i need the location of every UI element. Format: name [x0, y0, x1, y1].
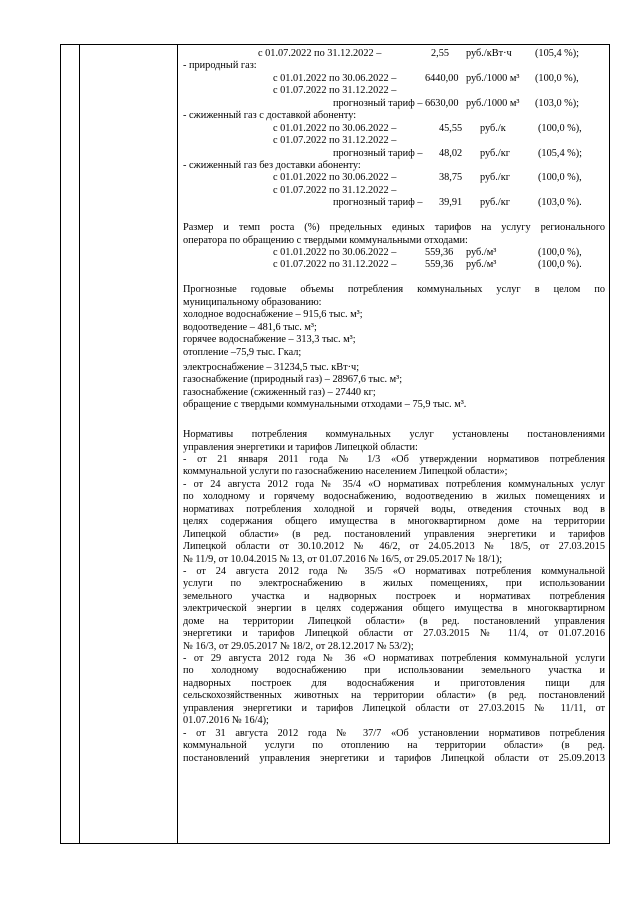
paragraph-line: - от 31 августа 2012 года № 37/7 «Об установлении нормативов потребления — [183, 727, 605, 739]
paragraph-line: управления энергетики и тарифов Липецкой области от 27.03.2015 № 11/11, от — [183, 702, 605, 714]
volume-item: отопление –75,9 тыс. Гкал; — [183, 346, 302, 358]
paragraph-line: постановлений управления энергетики и тарифов Липецкой области от 25.09.2013 — [183, 752, 605, 764]
paragraph-line: - от 21 января 2011 года № 1/3 «Об утверждении нормативов потребления — [183, 454, 605, 465]
table-cell-content — [183, 48, 605, 765]
tariff-row: с 01.01.2022 по 30.06.2022 – 45,55 руб./к (100,0 %), — [273, 122, 582, 134]
tariff-row: с 01.07.2022 по 31.12.2022 – — [273, 85, 397, 97]
paragraph-line: надворных построек для водоснабжения и приготовления пищи для — [183, 677, 605, 689]
tariff-row: с 01.07.2022 по 31.12.2022 – 2,55 руб./кВт·ч (105,4 %); — [258, 48, 580, 59]
volume-item: электроснабжение – 31234,5 тыс. кВт·ч; — [183, 361, 360, 373]
paragraph-line: муниципальному образованию: — [183, 296, 322, 308]
tariff-row: с 01.01.2022 по 30.06.2022 – 559,36 руб./м³ (100,0 %), — [273, 247, 582, 258]
tariff-row: с 01.07.2022 по 31.12.2022 – 559,36 руб./м³ (100,0 %). — [273, 259, 582, 271]
volume-item: обращение с твердыми коммунальными отходами – 75,9 тыс. м³. — [183, 399, 467, 411]
volume-item: горячее водоснабжение – 313,3 тыс. м³; — [183, 334, 356, 346]
tariff-row: с 01.07.2022 по 31.12.2022 – — [273, 135, 397, 147]
document-table — [60, 44, 610, 844]
tariff-row: с 01.07.2022 по 31.12.2022 – — [273, 184, 397, 196]
paragraph-line: электрической энергии в целях содержания общего имущества в многоквартирном — [183, 603, 605, 615]
paragraph-line: Липецкой области от 30.10.2012 № 46/2, от 24.05.2013 № 18/5, от 27.03.2015 — [183, 541, 605, 553]
paragraph-line: - от 24 августа 2012 года № 35/5 «О нормативах потребления коммунальной — [183, 565, 605, 577]
tariff-row: прогнозный тариф – 48,02 руб./кг (105,4 %); — [333, 147, 583, 159]
volume-item: газоснабжение (сжиженный газ) – 27440 кг; — [183, 386, 376, 398]
volume-item: водоотведение – 481,6 тыс. м³; — [183, 321, 317, 333]
paragraph-line: доме на территории Липецкой области» (в ред. постановлений управления — [183, 615, 605, 627]
paragraph-line: нормативах потребления холодной и горячей воды, отведения сточных вод в — [183, 503, 605, 515]
section-header: - сжиженный газ с доставкой абоненту: — [183, 110, 357, 122]
paragraph-line: коммунальной услуги по отоплению на территории области» (в ред. — [183, 740, 605, 752]
paragraph-line: Прогнозные годовые объемы потребления коммунальных услуг в целом по — [183, 284, 605, 296]
paragraph-line: оператора по обращению с твердыми коммунальными отходами: — [183, 234, 468, 246]
paragraph-line: коммунальной услуги по газоснабжению населением Липецкой области»; — [183, 466, 508, 478]
section-header: - природный газ: — [183, 60, 257, 72]
column-divider — [177, 45, 178, 843]
paragraph-line: услуги по электроснабжению в жилых помещениях, при использовании — [183, 578, 605, 590]
volume-item: газоснабжение (природный газ) – 28967,6 тыс. м³; — [183, 374, 403, 386]
paragraph-line: № 16/3, от 29.05.2017 № 18/2, от 28.12.2017 № 53/2); — [183, 640, 414, 652]
section-header: - сжиженный газ без доставки абоненту: — [183, 159, 361, 171]
column-divider — [79, 45, 80, 843]
paragraph-line: по холодному и горячему водоснабжению, водоотведению в жилых помещениях и — [183, 491, 605, 503]
paragraph-line: Размер и темп роста (%) предельных единых тарифов на услугу регионального — [183, 222, 605, 234]
paragraph-line: сельскохозяйственных животных на территории области» (в ред. постановлений — [183, 690, 605, 702]
paragraph-line: 01.07.2016 № 16/4); — [183, 715, 269, 727]
tariff-row: прогнозный тариф – 6630,00 руб./1000 м³ (103,0 %); — [333, 97, 580, 109]
paragraph-line: № 11/9, от 10.04.2015 № 13, от 01.07.2016 № 16/5, от 29.05.2017 № 18/1); — [183, 553, 503, 565]
paragraph-line: - от 24 августа 2012 года № 35/4 «О нормативах потребления коммунальных услуг — [183, 478, 605, 490]
tariff-row: с 01.01.2022 по 30.06.2022 – 6440,00 руб./1000 м³ (100,0 %), — [273, 72, 579, 84]
paragraph-line: Липецкой области» (в ред. постановлений управления энергетики и тарифов — [183, 528, 605, 540]
tariff-row: с 01.01.2022 по 30.06.2022 – 38,75 руб./кг (100,0 %), — [273, 172, 582, 184]
volume-item: холодное водоснабжение – 915,6 тыс. м³; — [183, 309, 363, 321]
paragraph-line: целях содержания общего имущества в многоквартирном доме на территории — [183, 516, 605, 528]
paragraph-line: - от 29 августа 2012 года № 36 «О нормативах потребления коммунальной услуги — [183, 653, 605, 664]
paragraph-line: земельного участка и надворных построек и нормативах потребления — [183, 590, 605, 602]
paragraph-line: Нормативы потребления коммунальных услуг установлены постановлениями — [183, 429, 605, 441]
paragraph-line: управления энергетики и тарифов Липецкой области: — [183, 441, 418, 453]
paragraph-line: по холодному водоснабжению при использовании земельного участка и — [183, 665, 605, 677]
paragraph-line: энергетики и тарифов Липецкой области от 27.03.2015 № 11/4, от 01.07.2016 — [183, 628, 605, 640]
tariff-row: прогнозный тариф – 39,91 руб./кг (103,0 %). — [333, 197, 582, 209]
